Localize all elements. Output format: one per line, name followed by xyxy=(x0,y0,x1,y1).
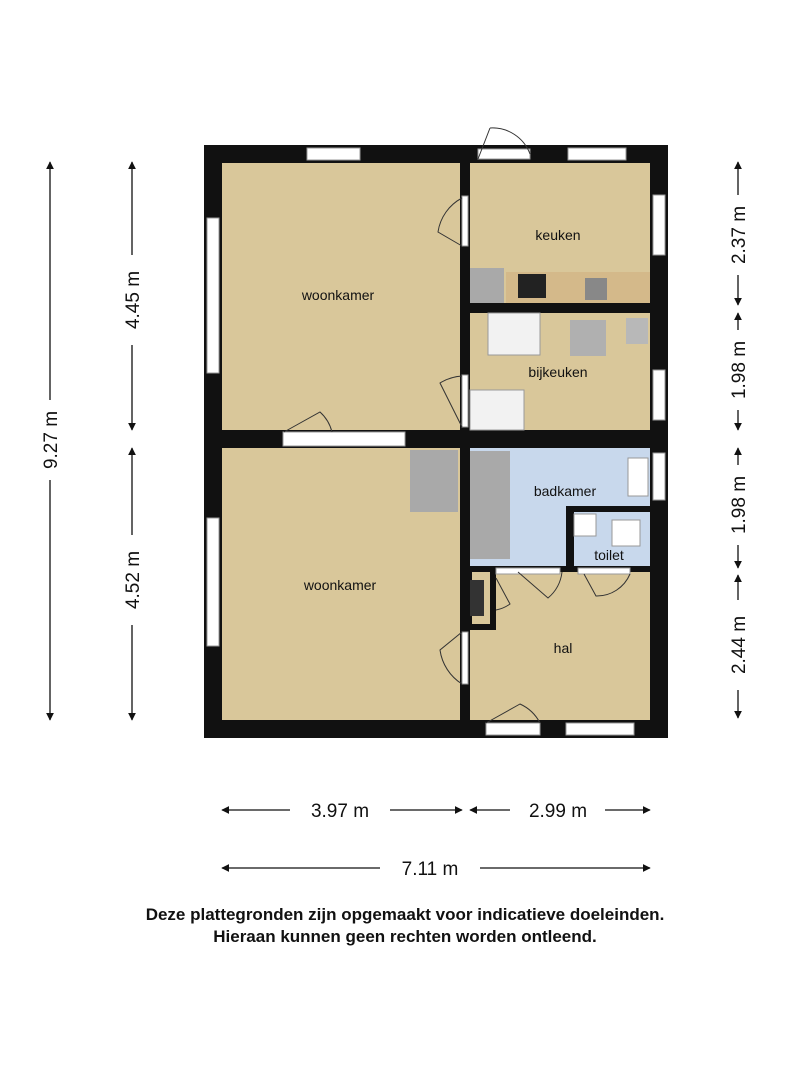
dimension-bottom-right: 2.99 m xyxy=(528,801,588,822)
room-label-badkamer: badkamer xyxy=(533,483,597,499)
table xyxy=(570,320,606,356)
stove xyxy=(518,274,546,298)
sink xyxy=(585,278,607,300)
disclaimer-line-1: Deze plattegronden zijn opgemaakt voor indicatieve doeleinden. xyxy=(145,905,665,924)
cabinet xyxy=(410,450,458,512)
disclaimer-line-2: Hieraan kunnen geen rechten worden ontleend. xyxy=(213,927,597,946)
window xyxy=(207,518,219,646)
window xyxy=(283,432,405,446)
window xyxy=(568,148,626,160)
room-label-woonkamer-top: woonkamer xyxy=(301,287,375,303)
window xyxy=(566,723,634,735)
window xyxy=(653,370,665,420)
dimension-right-2: 1.98 m xyxy=(729,340,750,400)
window xyxy=(653,195,665,255)
meter-cupboard xyxy=(470,580,484,616)
dimension-left-lower: 4.52 m xyxy=(123,550,144,610)
window xyxy=(653,453,665,500)
bathroom-sink xyxy=(628,458,648,496)
washbasin xyxy=(626,318,648,344)
dimension-right-3: 1.98 m xyxy=(729,475,750,535)
dimension-bottom-total: 7.11 m xyxy=(401,859,459,880)
bathtub xyxy=(470,451,510,559)
toilet-fixture xyxy=(612,520,640,546)
dimension-bottom-left: 3.97 m xyxy=(310,801,370,822)
room-label-hal: hal xyxy=(553,640,573,656)
dimension-left-upper: 4.45 m xyxy=(123,270,144,330)
dimension-right-4: 2.44 m xyxy=(729,615,750,675)
window xyxy=(207,218,219,373)
room-label-woonkamer-bottom: woonkamer xyxy=(303,577,377,593)
room-label-toilet: toilet xyxy=(594,547,624,563)
dimension-left-total: 9.27 m xyxy=(41,410,62,470)
stairs xyxy=(488,313,540,355)
stairs xyxy=(470,390,524,430)
dimension-right-1: 2.37 m xyxy=(729,205,750,265)
room-label-keuken: keuken xyxy=(535,227,581,243)
room-label-bijkeuken: bijkeuken xyxy=(528,364,588,380)
toilet-washbasin xyxy=(574,514,596,536)
disclaimer xyxy=(0,904,810,948)
fridge xyxy=(470,268,504,303)
window xyxy=(307,148,360,160)
